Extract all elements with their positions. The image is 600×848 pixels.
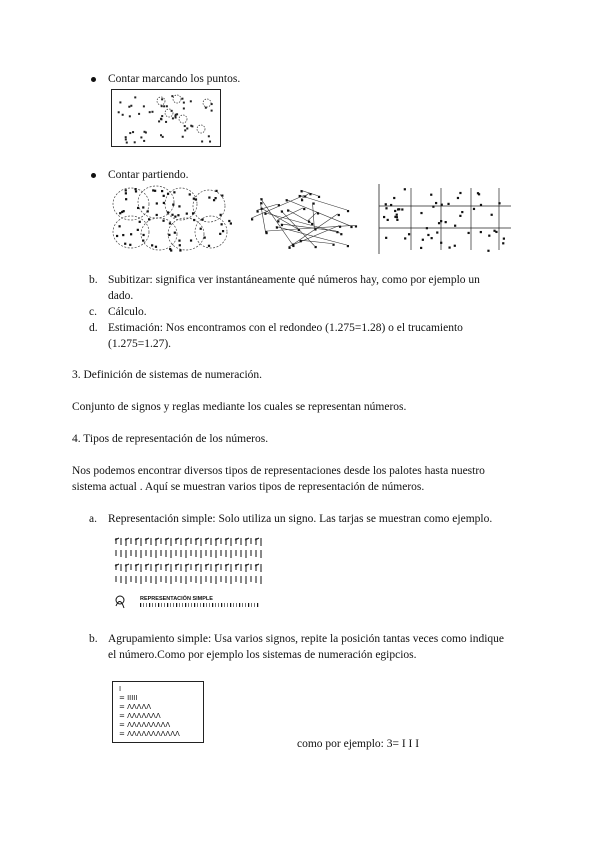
dot (186, 127, 188, 129)
dot (430, 194, 432, 196)
dot (184, 125, 186, 127)
barcode-bar (191, 603, 192, 607)
dot (186, 213, 188, 215)
dot (143, 140, 145, 142)
dot (347, 210, 349, 212)
subitizar-line-2: dado. (108, 290, 134, 302)
barcode-bar (245, 603, 246, 607)
dot (142, 206, 144, 208)
dot (129, 132, 131, 134)
dot (493, 230, 495, 232)
barcode-bar (242, 603, 243, 607)
dot (461, 211, 463, 213)
dot (167, 211, 169, 213)
barcode-bar (170, 603, 171, 607)
dot (385, 203, 387, 205)
barcode-bar (182, 603, 183, 607)
connector-line (277, 208, 303, 220)
dot (298, 229, 300, 231)
dot (339, 226, 341, 228)
dot (211, 110, 213, 112)
dot (383, 216, 385, 218)
dot (190, 125, 192, 127)
dot (480, 231, 482, 233)
dot (487, 250, 489, 252)
dot (184, 129, 186, 131)
dot (162, 220, 164, 222)
barcode-bar (194, 603, 195, 607)
group-loop (141, 218, 177, 250)
dot (308, 221, 310, 223)
dot (390, 204, 392, 206)
dot (314, 228, 316, 230)
barcode-bar (203, 603, 204, 607)
estimacion-line-2: (1.275=1.27). (108, 338, 172, 350)
barcode-bar (209, 603, 210, 607)
dot (178, 240, 180, 242)
dot (174, 232, 176, 234)
dot (447, 203, 449, 205)
dot (488, 235, 490, 237)
dot (480, 204, 482, 206)
barcode-bar (239, 603, 240, 607)
dot (300, 240, 302, 242)
dot (426, 227, 428, 229)
section-3-body: Conjunto de signos y reglas mediante los cuales se representan números. (72, 401, 407, 413)
dot (396, 219, 398, 221)
dot (139, 221, 141, 223)
dot (125, 136, 127, 138)
dot (286, 199, 288, 201)
barcode-bar (233, 603, 234, 607)
dot (172, 204, 174, 206)
dot (438, 222, 440, 224)
dot (260, 198, 262, 200)
dot (394, 216, 396, 218)
dot (222, 230, 224, 232)
bullet-dot (91, 173, 96, 178)
egyptian-row: = ΛΛΛΛΛΛΛΛΛΛΛ (119, 730, 180, 738)
egyptian-row: = ΛΛΛΛΛΛΛ (119, 712, 161, 720)
dot (167, 193, 169, 195)
dot (208, 135, 210, 137)
dot (156, 202, 158, 204)
list-marker: c. (89, 306, 97, 318)
dot (175, 117, 177, 119)
dot (134, 188, 136, 190)
connector-line (260, 202, 265, 232)
dot (183, 102, 185, 104)
dot (118, 111, 120, 113)
agrupamiento-line-1: Agrupamiento simple: Usa varios signos, repite la posición tantas veces como indique (108, 633, 505, 645)
dot (393, 197, 395, 199)
tally-marks-figure (112, 534, 270, 612)
dot (148, 218, 150, 220)
dot (397, 208, 399, 210)
section-3-heading: 3. Definición de sistemas de numeración. (72, 369, 263, 381)
barcode-bar (257, 603, 258, 607)
dot (170, 249, 172, 251)
connector-line (265, 225, 355, 231)
dot (193, 198, 195, 200)
barcode-bar (248, 603, 249, 607)
barcode-bar (179, 603, 180, 607)
dot (134, 96, 136, 98)
dot (338, 214, 340, 216)
dot (420, 212, 422, 214)
dot (221, 195, 223, 197)
barcode-bar (254, 603, 255, 607)
dot (454, 245, 456, 247)
dot (228, 220, 230, 222)
dot (125, 198, 127, 200)
section-4-body-line-1: Nos podemos encontrar diversos tipos de representaciones desde los palotes hasta nuestro (72, 465, 485, 477)
connector-line (301, 190, 318, 196)
dot (408, 233, 410, 235)
dot (431, 237, 433, 239)
dot (230, 222, 232, 224)
dot (204, 237, 206, 239)
dot (160, 118, 162, 120)
dot (287, 209, 289, 211)
dot (336, 231, 338, 233)
dot (135, 190, 137, 192)
dot (301, 199, 303, 201)
dot (473, 208, 475, 210)
dot (163, 195, 165, 197)
dot (404, 237, 406, 239)
barcode-bar (164, 603, 165, 607)
calculo-text: Cálculo. (108, 306, 147, 318)
dot (154, 190, 156, 192)
egyptian-row: = ΛΛΛΛΛΛΛΛΛ (119, 721, 171, 729)
dot (340, 233, 342, 235)
bullet-marking-text: Contar marcando los puntos. (108, 73, 241, 85)
dot (215, 197, 217, 199)
dot (385, 207, 387, 209)
group-loop (165, 188, 197, 220)
dot (385, 237, 387, 239)
dot (292, 244, 294, 246)
list-marker: a. (89, 513, 97, 525)
dot (491, 214, 493, 216)
dot (299, 195, 301, 197)
representacion-simple-text: Representación simple: Solo utiliza un signo. Las tarjas se muestran como ejemplo. (108, 513, 493, 525)
dot (315, 246, 317, 248)
barcode-bar (176, 603, 177, 607)
dot (162, 136, 164, 138)
dot (176, 113, 178, 115)
dot (200, 228, 202, 230)
barcode-bar (152, 603, 153, 607)
dot (128, 106, 130, 108)
group-loop (113, 188, 149, 220)
dot (209, 141, 211, 143)
dot (161, 115, 163, 117)
barcode-bar (215, 603, 216, 607)
egyptian-row: I (119, 685, 122, 693)
barcode-bar (227, 603, 228, 607)
list-marker: b. (89, 274, 98, 286)
barcode-bar (185, 603, 186, 607)
dot (129, 115, 131, 117)
dot (178, 205, 180, 207)
dot (420, 247, 422, 249)
connector-line (257, 204, 278, 210)
agrupamiento-line-2: el número.Como por ejemplo los sistemas de numeración egipcios. (108, 649, 417, 661)
dot (432, 206, 434, 208)
barcode-bar (146, 603, 147, 607)
dot (172, 117, 174, 119)
dot (183, 107, 185, 109)
dot (301, 190, 303, 192)
dot (179, 244, 181, 246)
dot (281, 224, 283, 226)
group-loop (168, 218, 204, 250)
barcode-bar (206, 603, 207, 607)
dot (311, 223, 313, 225)
dot (122, 234, 124, 236)
barcode-bar (230, 603, 231, 607)
dot (147, 210, 149, 212)
dot (177, 214, 179, 216)
dot (171, 214, 173, 216)
dot (264, 213, 266, 215)
dot (221, 223, 223, 225)
dot (125, 138, 127, 140)
dot (478, 193, 480, 195)
subitizar-line-1: Subitizar: significa ver instantáneamente qué números hay, como por ejemplo un (108, 274, 480, 286)
dot (171, 95, 173, 97)
barcode-bar (167, 603, 168, 607)
dot (161, 190, 163, 192)
dot (140, 136, 142, 138)
estimacion-line-1: Estimación: Nos encontramos con el redondeo (1.275=1.28) o el trucamiento (108, 322, 463, 334)
dot (394, 210, 396, 212)
dot (201, 140, 203, 142)
group-loop (113, 216, 149, 248)
dot (189, 193, 191, 195)
dot (163, 105, 165, 107)
dot (436, 231, 438, 233)
barcode-bar (173, 603, 174, 607)
dot (219, 233, 221, 235)
dot (445, 221, 447, 223)
dot (278, 204, 280, 206)
dot (454, 225, 456, 227)
tally-figure-caption: REPRESENTACIÓN SIMPLE (140, 596, 213, 602)
dot (161, 98, 163, 100)
dot (257, 210, 259, 212)
dot (165, 121, 167, 123)
dot (440, 220, 442, 222)
dot (173, 191, 175, 193)
dot (350, 226, 352, 228)
dot (158, 120, 160, 122)
dot (355, 225, 357, 227)
dot (182, 136, 184, 138)
dot (130, 233, 132, 235)
dot (149, 111, 151, 113)
dot (118, 225, 120, 227)
barcode-bar (221, 603, 222, 607)
dot (138, 113, 140, 115)
egyptian-symbols-box (112, 681, 204, 743)
dot (116, 235, 118, 237)
dot (125, 192, 127, 194)
dot (277, 220, 279, 222)
dot (142, 239, 144, 241)
dot (265, 231, 267, 233)
dot (276, 226, 278, 228)
dot (215, 190, 217, 192)
dot (130, 105, 132, 107)
barcode-bar (218, 603, 219, 607)
dot (208, 196, 210, 198)
list-marker: d. (89, 322, 98, 334)
dot (468, 232, 470, 234)
barcode-bar (197, 603, 198, 607)
dot (193, 219, 195, 221)
dot (459, 192, 461, 194)
barcode-bar (200, 603, 201, 607)
dot (124, 243, 126, 245)
dot (179, 249, 181, 251)
egyptian-row: = ΛΛΛΛΛ (119, 703, 152, 711)
barcode-bar (251, 603, 252, 607)
dot (201, 219, 203, 221)
dot (163, 202, 165, 204)
dot (143, 131, 145, 133)
bullet-dot (91, 77, 96, 82)
barcode-bar (143, 603, 144, 607)
dot (143, 105, 145, 107)
dot (457, 197, 459, 199)
dot (151, 244, 153, 246)
dot (122, 114, 124, 116)
dot (318, 196, 320, 198)
section-4-body-line-2: sistema actual . Aquí se muestran varios tipos de representación de números. (72, 481, 425, 493)
connector-line (308, 212, 317, 220)
dot (503, 238, 505, 240)
dot (251, 218, 253, 220)
egyptian-row: = IIIII (119, 694, 138, 702)
dot (260, 202, 262, 204)
dot (156, 214, 158, 216)
dot (427, 234, 429, 236)
barcode-bar (140, 603, 141, 607)
dot (441, 204, 443, 206)
dot (208, 245, 210, 247)
dot (309, 193, 311, 195)
dot (387, 219, 389, 221)
dot (132, 131, 134, 133)
dot (435, 202, 437, 204)
dot (174, 216, 176, 218)
barcode-bar (236, 603, 237, 607)
dot (155, 246, 157, 248)
dot (281, 210, 283, 212)
dot (261, 208, 263, 210)
dot (459, 215, 461, 217)
dot (190, 100, 192, 102)
dots-splitting-figure (111, 184, 513, 254)
dot (347, 245, 349, 247)
dot (498, 202, 500, 204)
dot (125, 189, 127, 191)
dot (137, 229, 139, 231)
barcode-bar (158, 603, 159, 607)
dot (119, 101, 121, 103)
dot (502, 242, 504, 244)
dot (404, 188, 406, 190)
barcode-bar (188, 603, 189, 607)
bullet-splitting-text: Contar partiendo. (108, 169, 189, 181)
dot (119, 212, 121, 214)
barcode-bar (212, 603, 213, 607)
dot (422, 239, 424, 241)
dot (317, 212, 319, 214)
dot (169, 222, 171, 224)
dot (396, 214, 398, 216)
barcode-bar (149, 603, 150, 607)
egyptian-example: como por ejemplo: 3= I I I (297, 738, 420, 750)
dot (137, 207, 139, 209)
dot (220, 214, 222, 216)
dot (192, 212, 194, 214)
dot (213, 199, 215, 201)
group-loop (193, 190, 225, 222)
dot (166, 105, 168, 107)
dot (332, 244, 334, 246)
dot (151, 111, 153, 113)
list-marker: b. (89, 633, 98, 645)
dot (401, 208, 403, 210)
connector-line (260, 198, 291, 243)
dot (126, 142, 128, 144)
dot (160, 134, 162, 136)
dot (304, 195, 306, 197)
dot (312, 202, 314, 204)
dot (168, 234, 170, 236)
dot (448, 246, 450, 248)
dot (181, 98, 183, 100)
dot (288, 247, 290, 249)
dot (161, 105, 163, 107)
barcode-bar (224, 603, 225, 607)
dot (121, 211, 123, 213)
dot (134, 141, 136, 143)
barcode-bar (155, 603, 156, 607)
dot (303, 208, 305, 210)
barcode-bar (161, 603, 162, 607)
dot (190, 239, 192, 241)
dot (495, 231, 497, 233)
dots-marking-figure (111, 89, 221, 147)
section-4-heading: 4. Tipos de representación de los números. (72, 433, 269, 445)
dot (129, 244, 131, 246)
dot (440, 242, 442, 244)
dot (142, 234, 144, 236)
connector-line (300, 240, 333, 244)
dot (195, 198, 197, 200)
